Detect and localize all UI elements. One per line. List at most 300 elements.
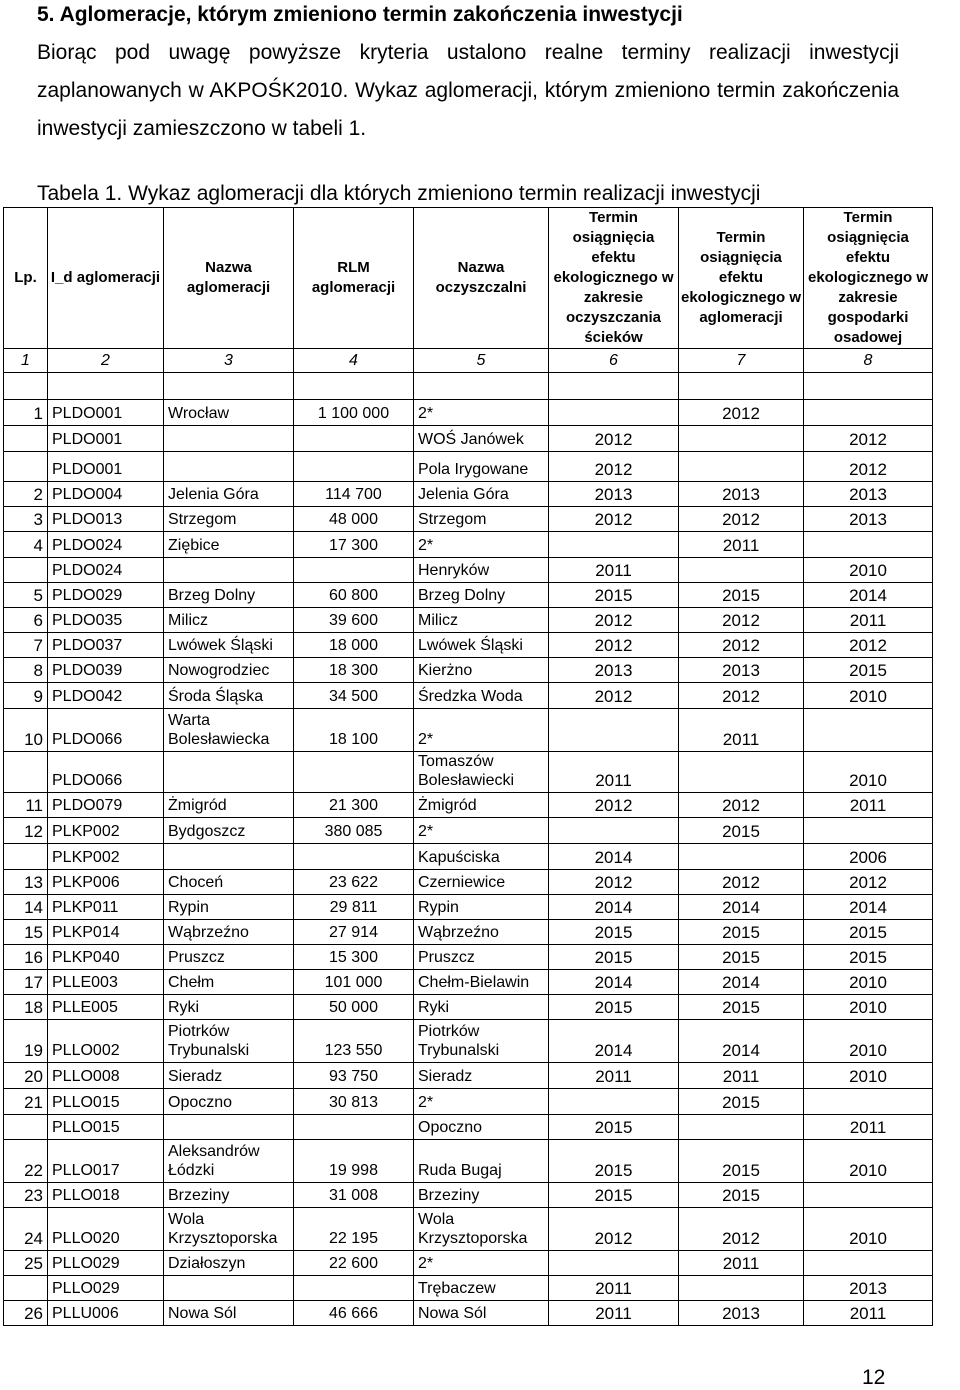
page-number: 12 (862, 1366, 886, 1389)
empty-cell (294, 373, 414, 400)
treatment-plant-name: Pruszcz (414, 945, 549, 970)
term-sludge: 2013 (804, 482, 933, 507)
term-treatment (549, 818, 679, 844)
header-term-treatment: Termin osiągnięcia efektu ekologicznego w zakresie oczyszczania ścieków (549, 208, 679, 349)
term-agglomeration: 2011 (679, 532, 804, 558)
term-treatment: 2011 (549, 1063, 679, 1089)
row-number (4, 844, 48, 870)
term-sludge: 2011 (804, 1115, 933, 1140)
empty-cell (549, 373, 679, 400)
agglomeration-id: PLDO024 (48, 532, 164, 558)
table-row (4, 1183, 933, 1208)
term-treatment (549, 1089, 679, 1115)
term-sludge (804, 1183, 933, 1208)
agglomeration-id: PLLO020 (48, 1208, 164, 1251)
term-sludge: 2012 (804, 426, 933, 452)
row-number: 6 (4, 608, 48, 633)
row-number: 20 (4, 1063, 48, 1089)
term-sludge: 2010 (804, 1140, 933, 1183)
term-sludge: 2010 (804, 752, 933, 793)
term-sludge: 2015 (804, 658, 933, 683)
term-treatment: 2014 (549, 895, 679, 920)
agglomeration-name: Nowogrodziec (164, 658, 294, 683)
term-treatment: 2011 (549, 1276, 679, 1301)
agglomeration-id: PLDO013 (48, 507, 164, 532)
term-agglomeration: 2015 (679, 1183, 804, 1208)
treatment-plant-name: 2* (414, 1089, 549, 1115)
treatment-plant-name: Tomaszów Bolesławiecki (414, 752, 549, 793)
term-sludge: 2011 (804, 608, 933, 633)
term-agglomeration: 2012 (679, 870, 804, 895)
term-treatment: 2011 (549, 558, 679, 583)
agglomeration-name: Warta Bolesławiecka (164, 709, 294, 752)
table-row (4, 1140, 933, 1183)
agglomeration-name: Bydgoszcz (164, 818, 294, 844)
agglomeration-name: Pruszcz (164, 945, 294, 970)
agglomeration-name: Ziębice (164, 532, 294, 558)
term-treatment: 2012 (549, 426, 679, 452)
agglomeration-table (3, 207, 933, 1326)
rlm-value: 101 000 (294, 970, 414, 995)
row-number: 25 (4, 1251, 48, 1276)
rlm-value: 30 813 (294, 1089, 414, 1115)
term-sludge (804, 1251, 933, 1276)
table-row (4, 1020, 933, 1063)
agglomeration-name: Aleksandrów Łódzki (164, 1140, 294, 1183)
column-number: 4 (294, 349, 414, 373)
row-number: 4 (4, 532, 48, 558)
agglomeration-id: PLLO002 (48, 1020, 164, 1063)
term-agglomeration: 2012 (679, 400, 804, 426)
empty-cell (4, 373, 48, 400)
agglomeration-id: PLDO039 (48, 658, 164, 683)
term-agglomeration: 2012 (679, 683, 804, 709)
table-row (4, 482, 933, 507)
table-row (4, 870, 933, 895)
agglomeration-id: PLDO001 (48, 452, 164, 482)
term-treatment: 2015 (549, 1115, 679, 1140)
term-agglomeration: 2013 (679, 1301, 804, 1326)
treatment-plant-name: Milicz (414, 608, 549, 633)
agglomeration-id: PLKP002 (48, 818, 164, 844)
treatment-plant-name: Opoczno (414, 1115, 549, 1140)
header-term-agglomeration: Termin osiągnięcia efektu ekologicznego w aglomeracji (679, 208, 804, 349)
row-number: 8 (4, 658, 48, 683)
agglomeration-name (164, 558, 294, 583)
rlm-value (294, 426, 414, 452)
agglomeration-name: Rypin (164, 895, 294, 920)
table-row (4, 1301, 933, 1326)
agglomeration-id: PLDO042 (48, 683, 164, 709)
treatment-plant-name: Ryki (414, 995, 549, 1020)
term-sludge: 2006 (804, 844, 933, 870)
agglomeration-id: PLLO018 (48, 1183, 164, 1208)
column-number: 5 (414, 349, 549, 373)
table-row (4, 1115, 933, 1140)
term-treatment: 2012 (549, 870, 679, 895)
treatment-plant-name: 2* (414, 400, 549, 426)
term-treatment: 2014 (549, 844, 679, 870)
row-number: 7 (4, 633, 48, 658)
term-agglomeration: 2015 (679, 920, 804, 945)
rlm-value (294, 752, 414, 793)
column-number: 2 (48, 349, 164, 373)
term-agglomeration: 2014 (679, 895, 804, 920)
table-row (4, 970, 933, 995)
agglomeration-id: PLDO001 (48, 426, 164, 452)
treatment-plant-name: Nowa Sól (414, 1301, 549, 1326)
intro-paragraph: Biorąc pod uwagę powyższe kryteria ustalono realne terminy realizacji inwestycji zaplanowanych w AKPOŚK2010. Wykaz aglomeracji, którym zmieniono termin zakończenia inwestycji zamieszczono w tabeli 1. (37, 41, 899, 140)
rlm-value: 17 300 (294, 532, 414, 558)
rlm-value (294, 1115, 414, 1140)
row-number: 19 (4, 1020, 48, 1063)
row-number: 9 (4, 683, 48, 709)
term-treatment: 2012 (549, 1208, 679, 1251)
treatment-plant-name: Wąbrzeźno (414, 920, 549, 945)
treatment-plant-name: Średzka Woda (414, 683, 549, 709)
term-treatment (549, 1251, 679, 1276)
row-number: 16 (4, 945, 48, 970)
empty-cell (804, 373, 933, 400)
table-header-row (4, 208, 933, 349)
row-number: 26 (4, 1301, 48, 1326)
agglomeration-name: Jelenia Góra (164, 482, 294, 507)
agglomeration-id: PLLO029 (48, 1251, 164, 1276)
rlm-value: 34 500 (294, 683, 414, 709)
treatment-plant-name: Chełm-Bielawin (414, 970, 549, 995)
term-agglomeration (679, 752, 804, 793)
term-treatment: 2015 (549, 583, 679, 608)
term-agglomeration: 2011 (679, 1063, 804, 1089)
term-sludge: 2010 (804, 1208, 933, 1251)
table-row (4, 1208, 933, 1251)
term-agglomeration: 2014 (679, 1020, 804, 1063)
agglomeration-id: PLKP040 (48, 945, 164, 970)
header-id: I_d aglomeracji (48, 208, 164, 349)
rlm-value: 27 914 (294, 920, 414, 945)
term-sludge: 2011 (804, 1301, 933, 1326)
agglomeration-id: PLDO037 (48, 633, 164, 658)
row-number (4, 1115, 48, 1140)
header-treatment-plant: Nazwa oczyszczalni (414, 208, 549, 349)
term-agglomeration (679, 844, 804, 870)
treatment-plant-name: 2* (414, 818, 549, 844)
header-name: Nazwa aglomeracji (164, 208, 294, 349)
table-row (4, 844, 933, 870)
term-agglomeration: 2011 (679, 709, 804, 752)
agglomeration-id: PLDO035 (48, 608, 164, 633)
agglomeration-id: PLLO015 (48, 1089, 164, 1115)
agglomeration-name (164, 426, 294, 452)
term-sludge: 2011 (804, 793, 933, 818)
term-sludge: 2015 (804, 920, 933, 945)
agglomeration-name: Brzeg Dolny (164, 583, 294, 608)
row-number: 21 (4, 1089, 48, 1115)
table-row (4, 793, 933, 818)
agglomeration-name (164, 1276, 294, 1301)
term-treatment: 2015 (549, 1183, 679, 1208)
empty-cell (164, 373, 294, 400)
agglomeration-name: Choceń (164, 870, 294, 895)
term-agglomeration (679, 426, 804, 452)
row-number: 15 (4, 920, 48, 945)
treatment-plant-name: Kapuściska (414, 844, 549, 870)
agglomeration-id: PLDO066 (48, 752, 164, 793)
row-number: 11 (4, 793, 48, 818)
row-number: 2 (4, 482, 48, 507)
agglomeration-id: PLLO008 (48, 1063, 164, 1089)
row-number (4, 752, 48, 793)
treatment-plant-name: Żmigród (414, 793, 549, 818)
rlm-value: 380 085 (294, 818, 414, 844)
row-number: 1 (4, 400, 48, 426)
term-agglomeration: 2012 (679, 507, 804, 532)
term-treatment: 2015 (549, 920, 679, 945)
term-agglomeration: 2012 (679, 793, 804, 818)
agglomeration-name: Lwówek Śląski (164, 633, 294, 658)
treatment-plant-name: 2* (414, 1251, 549, 1276)
term-treatment: 2012 (549, 633, 679, 658)
agglomeration-name (164, 844, 294, 870)
rlm-value: 22 600 (294, 1251, 414, 1276)
term-treatment: 2015 (549, 1140, 679, 1183)
treatment-plant-name: Henryków (414, 558, 549, 583)
header-lp: Lp. (4, 208, 48, 349)
agglomeration-id: PLDO001 (48, 400, 164, 426)
agglomeration-id: PLLE005 (48, 995, 164, 1020)
treatment-plant-name: Rypin (414, 895, 549, 920)
term-agglomeration: 2012 (679, 1208, 804, 1251)
column-number: 6 (549, 349, 679, 373)
agglomeration-id: PLKP006 (48, 870, 164, 895)
agglomeration-name: Żmigród (164, 793, 294, 818)
rlm-value: 1 100 000 (294, 400, 414, 426)
row-number: 18 (4, 995, 48, 1020)
treatment-plant-name: 2* (414, 709, 549, 752)
term-agglomeration: 2015 (679, 818, 804, 844)
treatment-plant-name: Lwówek Śląski (414, 633, 549, 658)
term-agglomeration: 2015 (679, 1140, 804, 1183)
empty-cell (414, 373, 549, 400)
table-row (4, 658, 933, 683)
rlm-value: 15 300 (294, 945, 414, 970)
treatment-plant-name: Czerniewice (414, 870, 549, 895)
agglomeration-id: PLLO015 (48, 1115, 164, 1140)
agglomeration-name: Wąbrzeźno (164, 920, 294, 945)
treatment-plant-name: Wola Krzysztoporska (414, 1208, 549, 1251)
term-agglomeration (679, 558, 804, 583)
term-sludge: 2010 (804, 995, 933, 1020)
rlm-value: 23 622 (294, 870, 414, 895)
treatment-plant-name: Strzegom (414, 507, 549, 532)
agglomeration-name: Chełm (164, 970, 294, 995)
table-row (4, 709, 933, 752)
term-agglomeration: 2011 (679, 1251, 804, 1276)
term-treatment: 2015 (549, 945, 679, 970)
agglomeration-name (164, 752, 294, 793)
row-number: 3 (4, 507, 48, 532)
term-treatment (549, 400, 679, 426)
term-agglomeration: 2012 (679, 608, 804, 633)
row-number (4, 426, 48, 452)
row-number: 14 (4, 895, 48, 920)
term-sludge: 2010 (804, 558, 933, 583)
table-row (4, 452, 933, 482)
agglomeration-id: PLKP011 (48, 895, 164, 920)
table-row (4, 752, 933, 793)
treatment-plant-name: Kierżno (414, 658, 549, 683)
agglomeration-name: Brzeziny (164, 1183, 294, 1208)
term-sludge (804, 818, 933, 844)
section-heading: 5. Aglomeracje, którym zmieniono termin zakończenia inwestycji (37, 3, 683, 26)
rlm-value (294, 452, 414, 482)
term-treatment: 2011 (549, 1301, 679, 1326)
agglomeration-id: PLDO024 (48, 558, 164, 583)
header-term-sludge: Termin osiągnięcia efektu ekologicznego w zakresie gospodarki osadowej (804, 208, 933, 349)
header-rlm: RLM aglomeracji (294, 208, 414, 349)
table-row (4, 1063, 933, 1089)
table-row (4, 633, 933, 658)
table-row (4, 400, 933, 426)
rlm-value: 31 008 (294, 1183, 414, 1208)
term-agglomeration (679, 1276, 804, 1301)
row-number: 22 (4, 1140, 48, 1183)
term-treatment: 2012 (549, 452, 679, 482)
rlm-value: 46 666 (294, 1301, 414, 1326)
agglomeration-name: Środa Śląska (164, 683, 294, 709)
agglomeration-name: Wola Krzysztoporska (164, 1208, 294, 1251)
table-row (4, 558, 933, 583)
spacer-row (4, 373, 933, 400)
term-sludge (804, 400, 933, 426)
term-sludge (804, 1089, 933, 1115)
term-sludge: 2012 (804, 633, 933, 658)
agglomeration-name: Ryki (164, 995, 294, 1020)
term-sludge: 2014 (804, 583, 933, 608)
term-treatment: 2013 (549, 658, 679, 683)
table-row (4, 1089, 933, 1115)
rlm-value: 39 600 (294, 608, 414, 633)
row-number: 24 (4, 1208, 48, 1251)
treatment-plant-name: 2* (414, 532, 549, 558)
term-sludge: 2015 (804, 945, 933, 970)
rlm-value: 48 000 (294, 507, 414, 532)
agglomeration-id: PLKP014 (48, 920, 164, 945)
agglomeration-id: PLKP002 (48, 844, 164, 870)
table-row (4, 818, 933, 844)
table-row (4, 608, 933, 633)
table-row (4, 895, 933, 920)
agglomeration-name: Piotrków Trybunalski (164, 1020, 294, 1063)
column-number: 7 (679, 349, 804, 373)
term-sludge: 2010 (804, 970, 933, 995)
table-row (4, 945, 933, 970)
term-sludge: 2013 (804, 1276, 933, 1301)
treatment-plant-name: WOŚ Janówek (414, 426, 549, 452)
term-treatment: 2013 (549, 482, 679, 507)
term-agglomeration: 2014 (679, 970, 804, 995)
agglomeration-id: PLDO079 (48, 793, 164, 818)
term-sludge: 2010 (804, 683, 933, 709)
term-agglomeration: 2013 (679, 482, 804, 507)
row-number: 23 (4, 1183, 48, 1208)
agglomeration-id: PLLU006 (48, 1301, 164, 1326)
empty-cell (679, 373, 804, 400)
treatment-plant-name: Sieradz (414, 1063, 549, 1089)
treatment-plant-name: Brzeziny (414, 1183, 549, 1208)
agglomeration-id: PLLE003 (48, 970, 164, 995)
table-row (4, 920, 933, 945)
table-caption: Tabela 1. Wykaz aglomeracji dla których zmieniono termin realizacji inwestycji (37, 182, 761, 205)
rlm-value: 60 800 (294, 583, 414, 608)
rlm-value: 19 998 (294, 1140, 414, 1183)
agglomeration-name (164, 452, 294, 482)
agglomeration-name: Opoczno (164, 1089, 294, 1115)
term-agglomeration (679, 452, 804, 482)
row-number (4, 558, 48, 583)
term-treatment: 2012 (549, 793, 679, 818)
row-number: 17 (4, 970, 48, 995)
rlm-value: 18 100 (294, 709, 414, 752)
treatment-plant-name: Brzeg Dolny (414, 583, 549, 608)
treatment-plant-name: Pola Irygowane (414, 452, 549, 482)
rlm-value (294, 844, 414, 870)
row-number: 5 (4, 583, 48, 608)
agglomeration-name: Wrocław (164, 400, 294, 426)
term-sludge: 2010 (804, 1020, 933, 1063)
column-number: 8 (804, 349, 933, 373)
table-row (4, 507, 933, 532)
agglomeration-name: Sieradz (164, 1063, 294, 1089)
rlm-value: 18 000 (294, 633, 414, 658)
term-sludge: 2012 (804, 452, 933, 482)
term-sludge: 2013 (804, 507, 933, 532)
term-agglomeration: 2015 (679, 1089, 804, 1115)
rlm-value (294, 558, 414, 583)
agglomeration-id: PLDO029 (48, 583, 164, 608)
rlm-value: 21 300 (294, 793, 414, 818)
agglomeration-name (164, 1115, 294, 1140)
term-treatment: 2014 (549, 1020, 679, 1063)
rlm-value: 50 000 (294, 995, 414, 1020)
agglomeration-id: PLLO017 (48, 1140, 164, 1183)
table-row (4, 995, 933, 1020)
treatment-plant-name: Trębaczew (414, 1276, 549, 1301)
term-sludge: 2010 (804, 1063, 933, 1089)
table-row (4, 532, 933, 558)
term-treatment (549, 532, 679, 558)
term-sludge: 2012 (804, 870, 933, 895)
term-sludge (804, 532, 933, 558)
term-agglomeration: 2012 (679, 633, 804, 658)
table-row (4, 1251, 933, 1276)
row-number (4, 1276, 48, 1301)
term-treatment: 2015 (549, 995, 679, 1020)
term-agglomeration: 2015 (679, 583, 804, 608)
table-row (4, 426, 933, 452)
term-agglomeration (679, 1115, 804, 1140)
rlm-value: 18 300 (294, 658, 414, 683)
treatment-plant-name: Ruda Bugaj (414, 1140, 549, 1183)
treatment-plant-name: Piotrków Trybunalski (414, 1020, 549, 1063)
column-number-row (4, 349, 933, 373)
row-number: 13 (4, 870, 48, 895)
rlm-value: 93 750 (294, 1063, 414, 1089)
row-number (4, 452, 48, 482)
term-treatment: 2012 (549, 608, 679, 633)
agglomeration-name: Strzegom (164, 507, 294, 532)
table-row (4, 583, 933, 608)
